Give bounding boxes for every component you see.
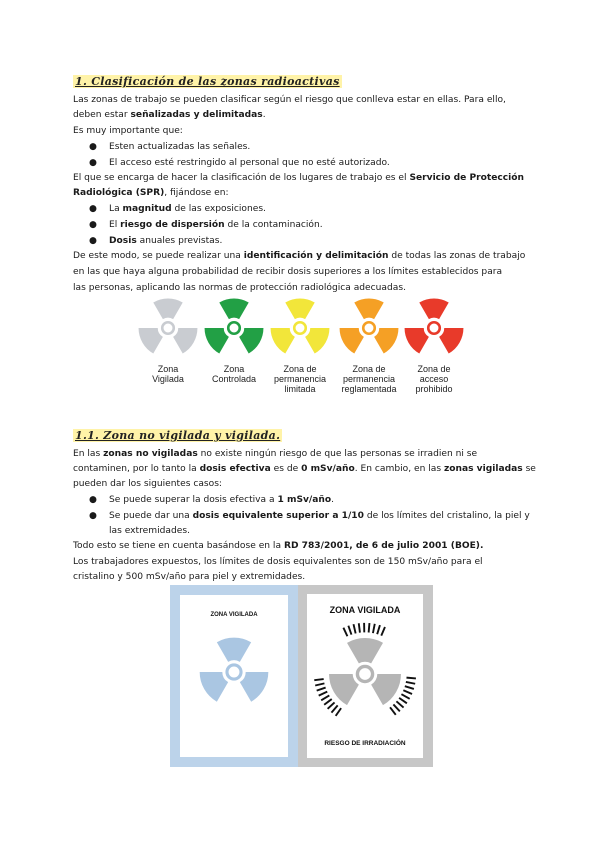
zone-label [394,364,474,394]
trefoil-blade [239,328,263,353]
trefoil-center [357,666,372,681]
trefoil-center [227,665,241,679]
zone-label-line: Vigilada [152,374,184,384]
trefoil-blade [371,674,401,705]
zone-label-line: permanencia [342,374,396,384]
trefoil-blade [240,672,268,702]
radiation-ray [348,626,351,635]
zone-label-line: Zona de [417,364,451,374]
trefoil-blade [354,299,383,320]
radiation-ray [399,698,407,703]
paragraph-line: en las que haya alguna probabilidad de recibir dosis superiores a los límites establecidos para [73,267,503,277]
radiation-ray [314,679,323,680]
radiation-ray [336,708,341,716]
radiation-trefoil-icon [195,633,273,711]
trefoil-center [162,322,174,334]
radiation-ray [401,694,409,699]
trefoil-blade [419,299,448,320]
radiation-ray [354,624,356,633]
section-heading: 1.1. Zona no vigilada y vigilada. [75,429,281,442]
radiation-ray [403,690,412,694]
radiation-ray [369,623,370,632]
paragraph-line: El que se encarga de hacer la clasificación de los lugares de trabajo es el Servicio de Protección [73,173,524,183]
radiation-trefoil-with-rays-icon [312,621,418,727]
trefoil-center [228,322,240,334]
radiation-ray [328,702,335,708]
trefoil-blade [405,328,429,353]
radiation-trefoil-icon [202,296,266,360]
paragraph-line: contaminen, por lo tanto la dosis efectiva es de 0 mSv/año. En cambio, en las zonas vigiladas se [73,464,536,474]
paragraph-line: cristalino y 500 mSv/año para piel y extremidades. [73,572,306,582]
radiation-ray [331,705,337,712]
radiation-ray [343,628,347,637]
zone-label-line: Controlada [211,374,257,384]
trefoil-center [294,322,306,334]
radiation-ray [406,678,415,679]
zone-label-line: prohibido [415,384,453,394]
trefoil-blade [374,328,398,353]
zone-label [260,364,340,394]
radiation-ray [324,699,332,705]
paragraph-line: Las zonas de trabajo se pueden clasificar según el riesgo que conlleva estar en ellas. Para ello, [73,95,506,105]
zone-label-line: acceso [419,374,449,384]
paragraph-line: Es muy importante que: [73,126,183,136]
zona-vigilada-sign-grey [298,585,433,767]
trefoil-blade [305,328,329,353]
trefoil-blade [219,299,248,320]
zone-label-line: reglamentada [341,384,397,394]
radiation-ray [406,682,415,684]
trefoil-blade [139,328,163,353]
radiation-ray [390,707,396,715]
trefoil-blade [173,328,197,353]
trefoil-center [428,322,440,334]
radiation-ray [317,688,326,691]
paragraph-line: En las zonas no vigiladas no existe ningún riesgo de que las personas se irradien ni se [73,449,478,459]
radiation-trefoil-icon [136,296,200,360]
zone-label-line: Zona [223,364,245,374]
radiation-ray [315,683,324,685]
radiation-trefoil-icon [402,296,466,360]
trefoil-blade [205,328,229,353]
zone-label-line: Zona [157,364,179,374]
trefoil-blade [439,328,463,353]
trefoil-blade [285,299,314,320]
sign-title: ZONA VIGILADA [210,612,258,618]
document-page: 1. Clasificación de las zonas radioactivas Las zonas de trabajo se pueden clasificar según el riesgo que conlleva estar en ellas. Para ello, deben estar señalizadas y delimitadas. Es muy importante que: ● Esten actualizadas las señales. ● El acceso esté restringido al personal que no esté autorizado. El que se encarga de hacer la clasificación de los lugares de trabajo es el Servicio de Protección Radiológica (SPR), fijándose en: ● La magnitud de las exposiciones. ● El riesgo de dispersión de la contaminación. ● Dosis anuales previstas. De este modo, se puede realizar una identificación y delimitación de todas las zonas de trabajo en las que haya alguna probabilidad de recibir dosis superiores a los límites establecidos para las personas, aplicando las normas de protección radiológica adecuadas. Zona Vigilada Zona Controlada Zona de permanencia limitada Zona de permanencia reglamentada Zona de acceso prohibido 1.1. Zona no vigilada y vigilada. En las zonas no vigiladas no existe ningún riesgo de que las personas se irradien ni se contaminen, por lo tanto la dosis efectiva es de 0 mSv/año. En cambio, en las zonas vigiladas se pueden dar los siguientes casos: ● Se puede superar la dosis efectiva a 1 mSv/año. ● Se puede dar una dosis equivalente superior a 1/10 de los límites del cristalino, la piel y las extremidades. Todo esto se tiene en cuenta basándose en la RD 783/2001, de 6 de julio 2001 (BOE). Los trabajadores expuestos, los límites de dosis equivalentes son de 150 mSv/año para el cristalino y 500 mSv/año para piel y extremidades. ZONA VIGILADA ZONA VIGILADA RIESGO DE IRRADIACIÓN [0,0,600,848]
zone-label-line: limitada [284,384,316,394]
trefoil-blade [329,674,359,705]
radiation-trefoil-icon [337,296,401,360]
paragraph-line: De este modo, se puede realizar una identificación y delimitación de todas las zonas de trabajo [73,251,526,261]
paragraph-line: Radiológica (SPR), fijándose en: [73,188,229,198]
zone-label-line: Zona de [283,364,317,374]
paragraph-line: deben estar señalizadas y delimitadas. [73,110,266,120]
trefoil-blade [217,638,251,662]
paragraph-line: pueden dar los siguientes casos: [73,479,222,489]
trefoil-blade [271,328,295,353]
trefoil-blade [200,672,228,702]
zona-vigilada-sign-blue [170,585,298,767]
trefoil-blade [153,299,182,320]
paragraph-line: Todo esto se tiene en cuenta basándose en la RD 783/2001, de 6 de julio 2001 (BOE). [73,541,484,551]
paragraph-line: Los trabajadores expuestos, los límites de dosis equivalentes son de 150 mSv/año para el [73,557,483,567]
radiation-ray [359,623,360,632]
radiation-ray [373,624,375,633]
radiation-ray [319,692,328,696]
sign-title: ZONA VIGILADA [329,605,401,615]
trefoil-center [363,322,375,334]
trefoil-blade [340,328,364,353]
trefoil-blade [347,638,383,663]
radiation-ray [393,704,399,711]
sign-footer: RIESGO DE IRRADIACIÓN [324,740,406,747]
radiation-ray [321,695,329,700]
radiation-ray [381,627,385,636]
radiation-trefoil-icon [268,296,332,360]
radiation-ray [396,701,403,707]
zone-label-line: permanencia [273,374,327,384]
radiation-ray [377,625,380,634]
section-heading: 1. Clasificación de las zonas radioactivas [75,75,340,88]
radiation-ray [405,686,414,689]
zone-label-line: Zona de [352,364,386,374]
paragraph-line: las personas, aplicando las normas de protección radiológica adecuadas. [73,283,406,293]
